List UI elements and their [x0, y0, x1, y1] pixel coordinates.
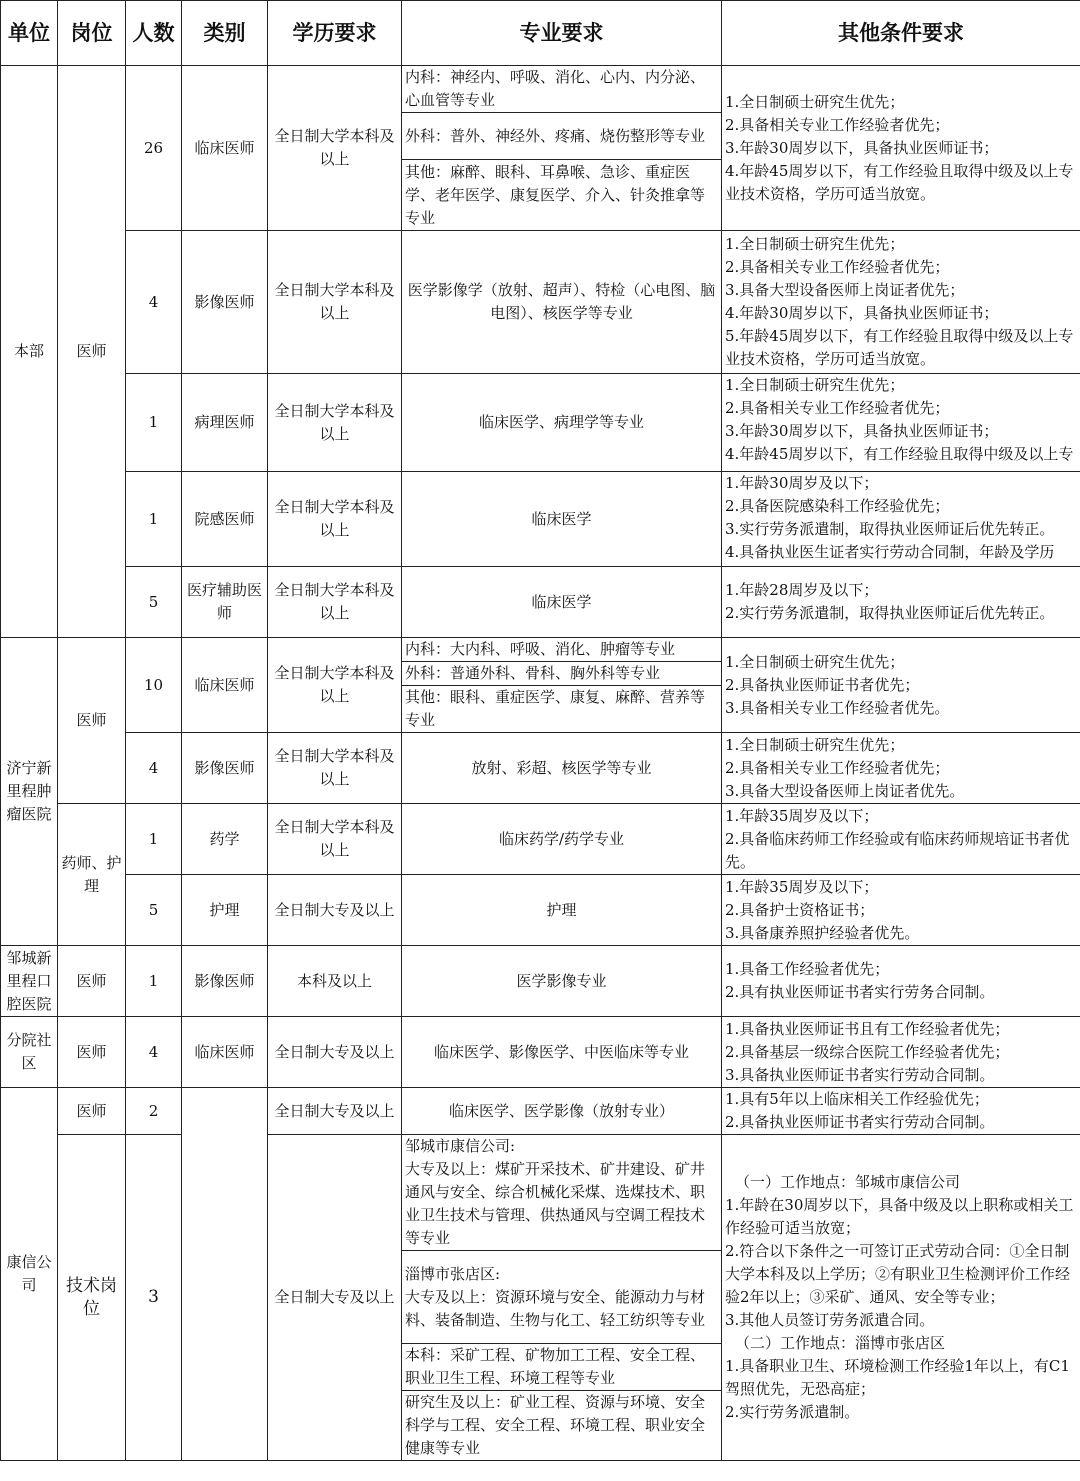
- other-line: 3.年龄30周岁以下，具备执业医师证书；: [725, 422, 999, 440]
- table-row: [1, 567, 1080, 638]
- education-cell: 全日制大学本科及以上: [268, 638, 402, 733]
- table-row: [1, 733, 1080, 804]
- header-education: 学历要求: [268, 1, 402, 66]
- count-cell: 5: [126, 567, 182, 638]
- education-cell: 全日制大学本科及以上: [268, 733, 402, 804]
- other-line: 4.年龄45周岁以下，有工作经验且取得中级及以上专: [725, 445, 1074, 463]
- education-cell: 全日制大学本科及以上: [268, 66, 402, 231]
- major-cell: [402, 1135, 722, 1251]
- other-line: 2.具备执业医师证书者优先；: [725, 675, 920, 694]
- education-cell: 全日制大专及以上: [268, 1135, 402, 1461]
- unit-cell: 本部: [1, 66, 58, 638]
- other-line: 2.具有执业医师证书者实行劳务合同制。: [725, 983, 995, 1001]
- other-cell: [722, 946, 1080, 1017]
- post-cell: 医师: [58, 66, 126, 638]
- other-line: 2.具备执业医师证书者实行劳动合同制。: [725, 1113, 995, 1131]
- major-cell: 护理: [402, 875, 722, 946]
- count-cell: 1: [126, 374, 182, 472]
- count-cell: 26: [126, 66, 182, 231]
- category-cell: 临床医师: [182, 66, 268, 231]
- other-line: 3.具备大型设备医师上岗证者优先。: [725, 781, 965, 800]
- post-cell: 医师: [58, 1017, 126, 1088]
- other-line: 1.全日制硕士研究生优先；: [725, 652, 905, 671]
- count-cell: 1: [126, 946, 182, 1017]
- recruitment-table: [0, 0, 1080, 638]
- other-line: 1.具备职业卫生、环境检测工作经验1年以上，有C1驾照优先，无恐高症；: [725, 1357, 1070, 1398]
- unit-cell: 分院社区: [1, 1017, 58, 1088]
- major-subhead: 淄博市张店区:: [405, 1264, 501, 1283]
- other-line: 2.具备临床药师工作经验或有临床药师规培证书者优先。: [725, 829, 1070, 871]
- other-line: 2.具备相关专业工作经验者优先；: [725, 258, 950, 276]
- header-unit: 单位: [1, 1, 58, 66]
- category-cell: 院感医师: [182, 472, 268, 567]
- major-cell: 临床医学: [402, 567, 722, 638]
- post-cell: 技术岗位: [58, 1135, 126, 1461]
- other-line: 1.具备工作经验者优先；: [725, 960, 890, 978]
- major-cell: [402, 1251, 722, 1344]
- other-line: 2.具备基层一级综合医院工作经验者优先；: [725, 1042, 1010, 1061]
- major-cell: 临床医学、病理学等专业: [402, 374, 722, 472]
- category-cell: 药学: [182, 804, 268, 875]
- category-cell: 影像医师: [182, 733, 268, 804]
- header-row: [1, 1, 1080, 66]
- table-row: [1, 1135, 1080, 1251]
- header-other: 其他条件要求: [722, 1, 1080, 66]
- header-major: 专业要求: [402, 1, 722, 66]
- other-line: 2.符合以下条件之一可签订正式劳动合同：①全日制大学本科及以上学历；②有职业卫生检测评价工作经验2年以上；③采矿、通风、安全等专业；: [725, 1242, 1071, 1306]
- other-line: 1.年龄30周岁及以下；: [725, 474, 879, 492]
- other-line: 3.实行劳务派遣制，取得执业医师证后优先转正。: [725, 520, 1055, 538]
- category-cell: 临床医师: [182, 638, 268, 733]
- other-line: 1.具备执业医师证书且有工作经验者优先；: [725, 1019, 1010, 1038]
- major-subhead: 邹城市康信公司:: [405, 1137, 516, 1155]
- table-row: [1, 638, 1080, 662]
- other-cell: [722, 1135, 1080, 1461]
- other-cell: [722, 374, 1080, 472]
- other-cell: [722, 638, 1080, 733]
- post-cell: 医师: [58, 1088, 126, 1135]
- other-line: 1.年龄35周岁及以下；: [725, 877, 879, 896]
- major-cell: 外科：普外、神经外、疼痛、烧伤整形等专业: [402, 113, 722, 160]
- table-row: [1, 875, 1080, 946]
- post-cell: 医师: [58, 946, 126, 1017]
- table-row: [1, 231, 1080, 374]
- major-cell: 临床医学、医学影像（放射专业）: [402, 1088, 722, 1135]
- table-row: [1, 804, 1080, 875]
- other-line: 1.全日制硕士研究生优先；: [725, 235, 905, 253]
- other-line: 2.具备相关专业工作经验者优先；: [725, 115, 950, 134]
- major-text: 大专及以上：煤矿开采技术、矿井建设、矿井通风与安全、综合机械化采煤、选煤技术、职业卫生技术与管理、供热通风与空调工程技术等专业: [405, 1160, 706, 1247]
- table-row: [1, 66, 1080, 113]
- other-line: 1.全日制硕士研究生优先；: [725, 376, 905, 394]
- other-line: 1.年龄35周岁及以下；: [725, 806, 879, 825]
- unit-cell: 邹城新里程口腔医院: [1, 946, 58, 1017]
- major-cell: 放射、彩超、核医学等专业: [402, 733, 722, 804]
- major-cell: 医学影像学（放射、超声）、特检（心电图、脑电图）、核医学等专业: [402, 231, 722, 374]
- count-cell: 1: [126, 472, 182, 567]
- other-line: 3.具备执业医师证书者实行劳动合同制。: [725, 1065, 995, 1084]
- table-row: [1, 472, 1080, 567]
- header-post: 岗位: [58, 1, 126, 66]
- category-cell: [182, 1088, 268, 1461]
- other-line: 2.具备相关专业工作经验者优先；: [725, 758, 950, 777]
- major-cell: 临床药学/药学专业: [402, 804, 722, 875]
- education-cell: 全日制大专及以上: [268, 1088, 402, 1135]
- count-cell: 4: [126, 733, 182, 804]
- education-cell: 全日制大学本科及以上: [268, 472, 402, 567]
- other-line: 2.实行劳务派遣制，取得执业医师证后优先转正。: [725, 604, 1055, 622]
- major-cell: 外科：普通外科、骨科、胸外科等专业: [402, 662, 722, 686]
- category-cell: 影像医师: [182, 946, 268, 1017]
- major-cell: 医学影像专业: [402, 946, 722, 1017]
- category-cell: 临床医师: [182, 1017, 268, 1088]
- post-cell: 药师、护理: [58, 804, 126, 946]
- other-cell: [722, 66, 1080, 231]
- count-cell: 10: [126, 638, 182, 733]
- major-cell: 研究生及以上：矿业工程、资源与环境、安全科学与工程、安全工程、环境工程、职业安全健康等专业: [402, 1391, 722, 1461]
- header-category: 类别: [182, 1, 268, 66]
- category-cell: 病理医师: [182, 374, 268, 472]
- other-cell: [722, 1017, 1080, 1088]
- category-cell: 护理: [182, 875, 268, 946]
- other-cell: [722, 875, 1080, 946]
- other-line: 1.具有5年以上临床相关工作经验优先；: [725, 1090, 989, 1108]
- education-cell: 全日制大学本科及以上: [268, 374, 402, 472]
- other-line: 3.具备康养照护经验者优先。: [725, 923, 920, 942]
- other-subhead: （二）工作地点：淄博市张店区: [735, 1334, 946, 1352]
- major-cell: 内科：神经内、呼吸、消化、心内、内分泌、心血管等专业: [402, 66, 722, 113]
- other-line: 2.具备相关专业工作经验者优先；: [725, 399, 950, 417]
- other-line: 1.全日制硕士研究生优先；: [725, 735, 905, 754]
- other-line: 2.实行劳务派遣制。: [725, 1403, 860, 1421]
- table-row: [1, 1017, 1080, 1088]
- major-cell: 临床医学、影像医学、中医临床等专业: [402, 1017, 722, 1088]
- count-cell: 5: [126, 875, 182, 946]
- other-cell: [722, 472, 1080, 567]
- major-text: 大专及以上：资源环境与安全、能源动力与材料、装备制造、生物与化工、轻工纺织等专业: [405, 1287, 706, 1329]
- major-cell: 内科：大内科、呼吸、消化、肿瘤等专业: [402, 638, 722, 662]
- count-cell: 4: [126, 231, 182, 374]
- count-cell: 2: [126, 1088, 182, 1135]
- other-line: 1.年龄28周岁及以下；: [725, 581, 879, 599]
- major-cell: 本科：采矿工程、矿物加工工程、安全工程、职业卫生工程、环境工程等专业: [402, 1344, 722, 1391]
- other-cell: [722, 567, 1080, 638]
- table-row: [1, 946, 1080, 1017]
- count-cell: 4: [126, 1017, 182, 1088]
- other-line: 1.年龄在30周岁以下，具备中级及以上职称或相关工作经验可适当放宽；: [725, 1196, 1074, 1237]
- other-line: 3.具备大型设备医师上岗证者优先；: [725, 281, 965, 299]
- other-cell: [722, 733, 1080, 804]
- other-line: 4.具备执业医生证者实行劳动合同制，年龄及学历: [725, 543, 1055, 561]
- recruitment-table-continued: [0, 637, 1080, 1461]
- other-line: 4.年龄30周岁以下，具备执业医师证书；: [725, 304, 999, 322]
- other-cell: [722, 1088, 1080, 1135]
- other-line: 5.年龄45周岁以下，有工作经验且取得中级及以上专业技术资格，学历可适当放宽。: [725, 327, 1074, 368]
- category-cell: 影像医师: [182, 231, 268, 374]
- education-cell: 全日制大专及以上: [268, 1017, 402, 1088]
- other-line: 1.全日制硕士研究生优先；: [725, 92, 905, 111]
- education-cell: 本科及以上: [268, 946, 402, 1017]
- count-cell: 1: [126, 804, 182, 875]
- other-line: 3.年龄30周岁以下，具备执业医师证书；: [725, 138, 999, 157]
- education-cell: 全日制大专及以上: [268, 875, 402, 946]
- header-count: 人数: [126, 1, 182, 66]
- table-row: [1, 374, 1080, 472]
- education-cell: 全日制大学本科及以上: [268, 231, 402, 374]
- education-cell: 全日制大学本科及以上: [268, 567, 402, 638]
- unit-cell: 济宁新里程肿瘤医院: [1, 638, 58, 946]
- education-cell: 全日制大学本科及以上: [268, 804, 402, 875]
- major-cell: 其他：眼科、重症医学、康复、麻醉、营养等专业: [402, 686, 722, 733]
- table-row: [1, 1088, 1080, 1135]
- other-line: 2.具备医院感染科工作经验优先；: [725, 497, 950, 515]
- post-cell: 医师: [58, 638, 126, 804]
- unit-cell: 康信公司: [1, 1088, 58, 1461]
- other-line: 2.具备护士资格证书；: [725, 900, 875, 919]
- other-line: 3.其他人员签订劳务派遣合同。: [725, 1311, 935, 1329]
- other-line: 3.具备相关专业工作经验者优先。: [725, 698, 950, 717]
- other-line: 4.年龄45周岁以下，有工作经验且取得中级及以上专业技术资格，学历可适当放宽。: [725, 161, 1074, 203]
- category-cell: 医疗辅助医师: [182, 567, 268, 638]
- other-subhead: （一）工作地点：邹城市康信公司: [735, 1173, 961, 1191]
- count-cell: 3: [126, 1135, 182, 1461]
- other-cell: [722, 231, 1080, 374]
- major-cell: 临床医学: [402, 472, 722, 567]
- major-cell: 其他：麻醉、眼科、耳鼻喉、急诊、重症医学、老年医学、康复医学、介入、针灸推拿等专业: [402, 160, 722, 231]
- other-cell: [722, 804, 1080, 875]
